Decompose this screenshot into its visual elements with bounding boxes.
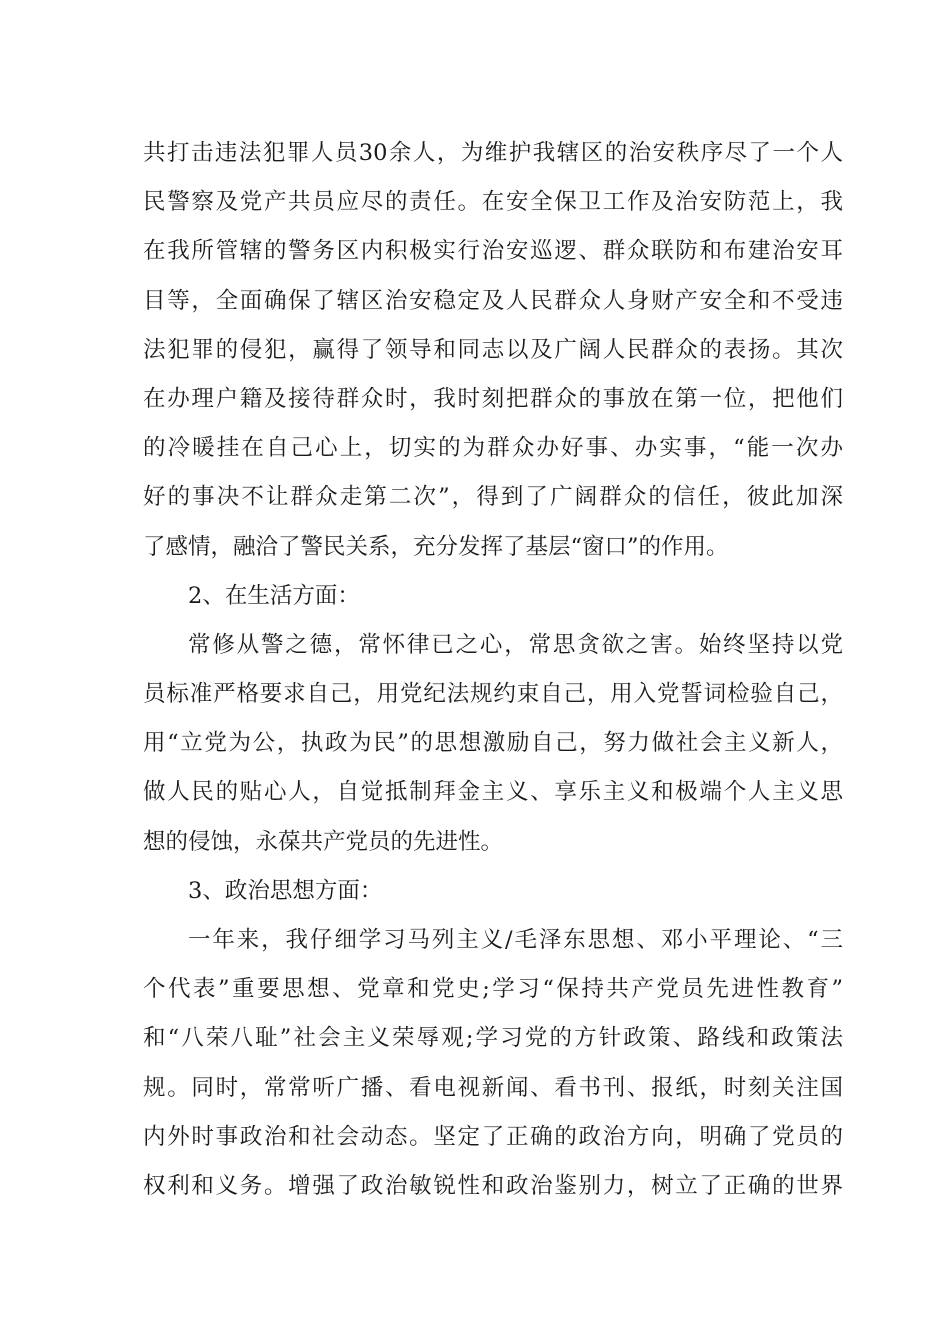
text-line: 规。同时，常常听广播、看电视新闻、看书刊、报纸，时刻关注国 xyxy=(143,1074,843,1101)
text-line: 好的事决不让群众走第二次”，得到了广阔群众的信任，彼此加深 xyxy=(143,484,843,511)
text-line: 2、在生活方面： xyxy=(188,582,360,609)
text-line: 了感情，融洽了警民关系，充分发挥了基层“窗口”的作用。 xyxy=(143,533,729,560)
text-line: 一年来，我仔细学习马列主义/毛泽东思想、邓小平理论、“三 xyxy=(188,927,843,953)
text-line: 内外时事政治和社会动态。坚定了正确的政治方向，明确了党员的 xyxy=(143,1123,843,1150)
text-line: 做人民的贴心人，自觉抵制拜金主义、享乐主义和极端个人主义思 xyxy=(143,779,843,806)
text-line: 法犯罪的侵犯，赢得了领导和同志以及广阔人民群众的表扬。其次 xyxy=(143,336,843,363)
text-line: 常修从警之德，常怀律已之心，常思贪欲之害。始终坚持以党 xyxy=(188,631,843,658)
text-line: 3、政治思想方面： xyxy=(188,877,383,904)
text-line: 在我所管辖的警务区内积极实行治安巡逻、群众联防和布建治安耳 xyxy=(143,238,843,265)
text-line: 用“立党为公，执政为民”的思想激励自己，努力做社会主义新人， xyxy=(143,730,843,757)
text-line: 员标准严格要求自己，用党纪法规约束自己，用入党誓词检验自己， xyxy=(143,681,843,708)
text-line: 共打击违法犯罪人员30余人，为维护我辖区的治安秩序尽了一个人 xyxy=(143,140,843,166)
text-line: 和“八荣八耻”社会主义荣辱观;学习党的方针政策、路线和政策法 xyxy=(143,1025,843,1052)
text-line: 目等，全面确保了辖区治安稳定及人民群众人身财产安全和不受违 xyxy=(143,287,843,314)
text-line: 在办理户籍及接待群众时，我时刻把群众的事放在第一位，把他们 xyxy=(143,385,843,412)
text-line: 个代表”重要思想、党章和党史;学习“保持共产党员先进性教育” xyxy=(143,976,843,1003)
text-line: 的冷暖挂在自己心上，切实的为群众办好事、办实事，“能一次办 xyxy=(143,435,843,462)
text-line: 想的侵蚀，永葆共产党员的先进性。 xyxy=(143,828,504,855)
document-body xyxy=(143,129,843,1211)
text-line: 权利和义务。增强了政治敏锐性和政治鉴别力，树立了正确的世界 xyxy=(143,1172,843,1199)
text-line: 民警察及党产共员应尽的责任。在安全保卫工作及治安防范上，我 xyxy=(143,189,843,216)
